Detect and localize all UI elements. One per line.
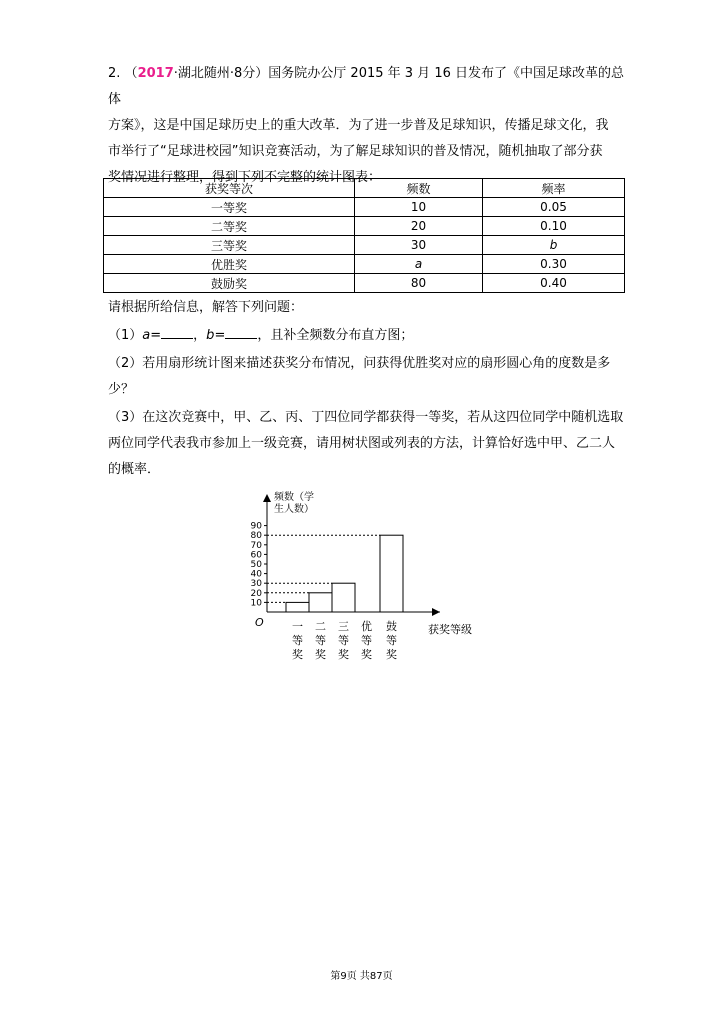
intro-line-3: 市举行了“足球进校园”知识竞赛活动，为了解足球知识的普及情况，随机抽取了部分获 (108, 144, 603, 159)
page-number: 9 (340, 971, 347, 982)
table-cell: 10 (354, 198, 482, 217)
table-header: 获奖等次 (104, 179, 355, 198)
y-tick-label: 40 (250, 569, 262, 580)
table-cell: 0.05 (483, 198, 625, 217)
bar (309, 593, 332, 612)
source-year: 2017 (137, 66, 174, 81)
y-tick-label: 70 (250, 540, 262, 551)
question-2-line-2: 少？ (108, 382, 135, 397)
category-label: 等 (292, 634, 303, 647)
table-cell: a (354, 255, 482, 274)
y-tick-label: 80 (250, 531, 262, 542)
category-label: 等 (338, 634, 349, 647)
category-label: 奖 (315, 648, 326, 661)
question-prompt: 请根据所给信息，解答下列问题： (108, 300, 304, 315)
table-header: 频率 (483, 179, 625, 198)
table-cell: 20 (354, 217, 482, 236)
y-tick-label: 50 (250, 560, 262, 570)
table-cell: 二等奖 (104, 217, 355, 236)
y-tick-label: 90 (250, 521, 262, 532)
category-label: 奖 (292, 648, 303, 661)
category-label: 鼓 (386, 620, 397, 633)
y-axis-label: 生人数） (274, 504, 314, 515)
bar (286, 602, 309, 612)
category-label: 奖 (338, 648, 349, 661)
y-tick-label: 30 (250, 579, 262, 590)
y-axis-arrow-icon (263, 494, 271, 502)
page-footer: 第9页 共87页 (330, 971, 393, 982)
origin-label: O (255, 616, 264, 629)
category-label: 二 (315, 620, 326, 633)
category-label: 优 (361, 620, 372, 633)
category-label: 等 (315, 634, 326, 647)
bar (332, 583, 355, 612)
table-cell: 80 (354, 274, 482, 293)
table-cell: 0.30 (483, 255, 625, 274)
table-cell: b (483, 236, 625, 255)
table-cell: 30 (354, 236, 482, 255)
category-label: 等 (361, 634, 372, 647)
total-pages: 87 (369, 971, 383, 982)
table-header: 频数 (354, 179, 482, 198)
category-labels (292, 619, 397, 661)
question-3-line-2: 两位同学代表我市参加上一级竞赛，请用树状图或列表的方法，计算恰好选中甲、乙二人 (108, 436, 616, 451)
table-cell: 0.10 (483, 217, 625, 236)
question-2-line-1: （2）若用扇形统计图来描述获奖分布情况，问获得优胜奖对应的扇形圆心角的度数是多 (108, 356, 611, 371)
table-cell: 鼓励奖 (104, 274, 355, 293)
y-ticks (251, 522, 267, 609)
y-axis-label: 频数（学 (274, 492, 314, 503)
category-label: 奖 (386, 648, 397, 661)
table-cell: 一等奖 (104, 198, 355, 217)
x-axis-arrow-icon (432, 608, 440, 616)
y-tick-label: 10 (250, 598, 262, 609)
x-axis-label: 获奖等级 (428, 623, 472, 636)
question-3-line-1: （3）在这次竞赛中，甲、乙、丙、丁四位同学都获得一等奖，若从这四位同学中随机选取 (108, 410, 624, 425)
bars (286, 535, 403, 612)
table-cell: 0.40 (483, 274, 625, 293)
category-label: 一 (292, 620, 303, 633)
y-tick-label: 60 (250, 550, 262, 561)
intro-line-4: 奖情况进行整理，得到下列不完整的统计图表： (108, 170, 382, 185)
intro-line-1: 2. （2017·湖北随州·8分）国务院办公厅 2015 年 3 月 16 日发布了《中国足球改革的总体 (108, 66, 624, 107)
intro-line-2: 方案》，这是中国足球历史上的重大改革．为了进一步普及足球知识，传播足球文化，我 (108, 118, 609, 133)
category-label: 三 (338, 620, 349, 633)
category-label: 奖 (361, 648, 372, 661)
category-label: 等 (386, 634, 397, 647)
bar (380, 535, 403, 612)
table-cell: 优胜奖 (104, 255, 355, 274)
question-3-line-3: 的概率． (108, 462, 161, 477)
table-cell: 三等奖 (104, 236, 355, 255)
question-1: （1）a= ，b= ，且补全频数分布直方图； (108, 323, 628, 349)
y-tick-label: 20 (250, 588, 262, 599)
